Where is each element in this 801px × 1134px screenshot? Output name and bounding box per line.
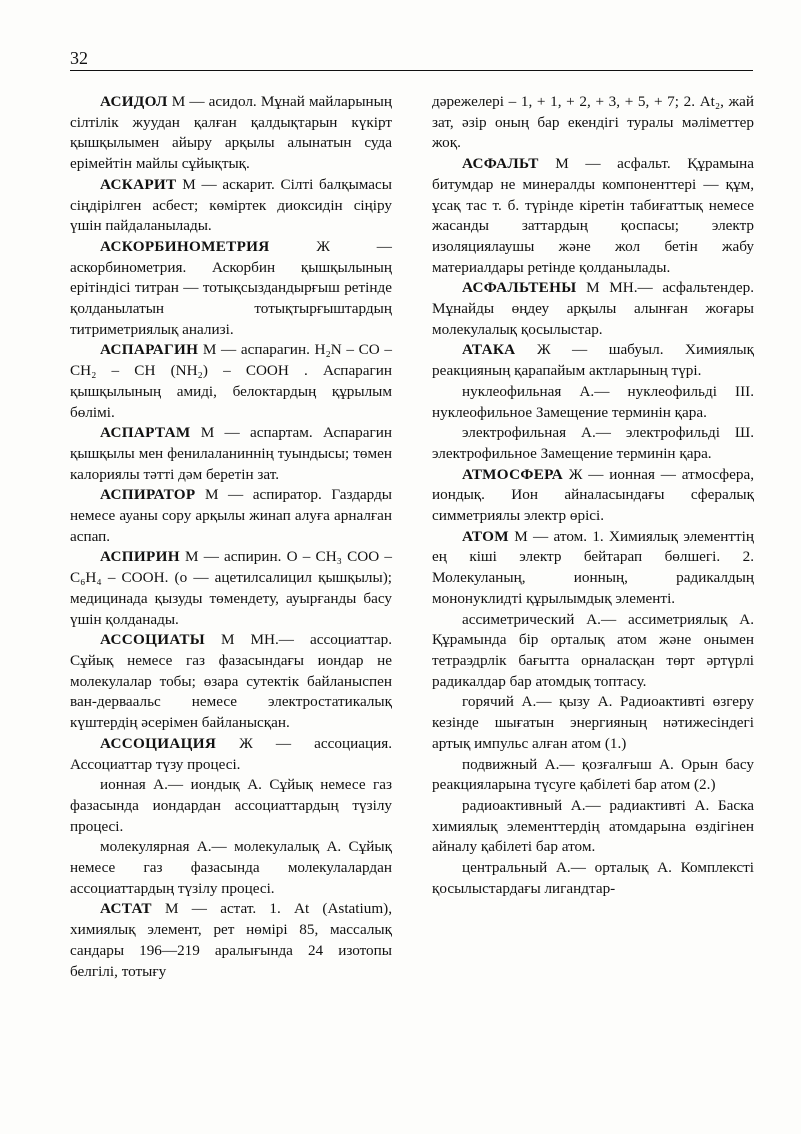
entry-definition: дәрежелері – 1, + 1, + 2, + 3, + 5, + 7; 2. At₂, жай зат, әзір оның бар екендігі туралы мәліметтер жоқ. (432, 93, 754, 152)
dictionary-subentry (432, 423, 754, 464)
entry-headword: АСФАЛЬТ (462, 155, 539, 173)
entry-definition: горячий А.— қызу А. Радиоактивті өзгеру кезінде шығатын энергияның нәтижесіндегі артық импульс алған атом (1.) (432, 693, 754, 752)
dictionary-entry (70, 340, 392, 423)
entry-definition: Ж — аскорбинометрия. Аскорбин қышқылының ерітіндісі титран — тотықсыздандырғыш ретінде қолданылатын тотықтырғыштардың титриметриялық анализі. (70, 237, 392, 338)
entry-continuation (432, 92, 754, 154)
dictionary-entry (70, 630, 392, 734)
entry-headword: АСКОРБИНОМЕТРИЯ (100, 237, 270, 255)
entry-definition: М — аспиратор. Газдарды немесе ауаны сору арқылы жинап алуға арналған аспап. (70, 486, 392, 545)
entry-headword: АСКАРИТ (100, 175, 177, 193)
entry-definition: М МН.— ассоциаттар. Сұйық немесе газ фазасындағы иондар не молекулалар тобы; өзара сутектік байланыспен ван-дерваальс немесе электростатикалық күштердің әсерімен байланысқан. (70, 631, 392, 732)
dictionary-entry (70, 485, 392, 547)
entry-headword: АСПИРАТОР (100, 486, 196, 504)
dictionary-subentry (70, 775, 392, 837)
dictionary-entry (70, 175, 392, 237)
entry-headword: АТМОСФЕРА (462, 465, 564, 483)
entry-definition: подвижный А.— қозғалғыш А. Орын басу реакцияларына түсуге қабілеті бар атом (2.) (432, 755, 754, 794)
entry-definition: М — атом. 1. Химиялық элементтің ең кіші электр бейтарап бөлшегі. 2. Молекуланың, ионның, радикалдың мононуклидті құрылымдық элементі. (432, 527, 754, 607)
entry-definition: М — аспарагин. H₂N – CO – CH₂ – CH (NH₂) – COOH . Аспарагин қышқылының амиді, белоктардың құрылым бөлімі. (70, 341, 392, 421)
entry-definition: ионная А.— иондық А. Сұйық немесе газ фазасында иондардан ассоциаттардың түзілу процесі. (70, 776, 392, 835)
entry-headword: АТОМ (462, 527, 509, 545)
dictionary-subentry (432, 796, 754, 858)
entry-definition: электрофильная А.— электрофильді Ш. электрофильное Замещение терминін қара. (432, 424, 754, 462)
entry-definition: Ж — ионная — атмосфера, иондық. Ион айналасындағы сфералық симметриялы электр өрісі. (432, 465, 754, 525)
entry-definition: М — аспартам. Аспарагин қышқылы мен фенилаланиннің туындысы; төмен калориялы тәтті дәм беретін зат. (70, 424, 392, 483)
entry-definition: М — асфальт. Құрамына битумдар не минералды компоненттері — құм, ұсақ тас т. б. түрінде кіретін табиғаттық немесе жасанды заттардың қоспасы; электр изоляциялаушы және жол бетін жабу материалдары ретінде қолданылады. (432, 155, 754, 276)
dictionary-entry (70, 92, 392, 175)
dictionary-subentry (432, 858, 754, 899)
dictionary-subentry (70, 837, 392, 899)
header-rule (70, 70, 753, 71)
dictionary-entry (432, 154, 754, 278)
entry-definition: центральный А.— орталық А. Комплексті қосылыстардағы лигандтар- (432, 859, 754, 897)
entry-headword: АССОЦИАЦИЯ (100, 734, 217, 752)
entry-definition: М — асидол. Мұнай майларының сілтілік жуудан қалған қалдықтарын күкірт қышқылымен айыру арқылы алынатын суда ерімейтін майлы сұйықтық. (70, 93, 392, 173)
entry-headword: АТАКА (462, 341, 516, 359)
dictionary-entry (432, 278, 754, 340)
entry-definition: М МН.— асфальтендер. Мұнайды өңдеу арқылы алынған жоғары молекулалық қосылыстар. (432, 279, 754, 338)
entry-definition: М — аспирин. O – CH₃ COO – C₆H₄ – COOH. (о — ацетилсалицил қышқылы); медицинада қызуды төмендету, ауырғанды басу үшін қолданады. (70, 548, 392, 628)
dictionary-subentry (432, 610, 754, 693)
entry-definition: М — аскарит. Сілті балқымасы сіңдірілген асбест; көміртек диоксидін сіңіру үшін пайдаланылады. (70, 175, 392, 235)
entry-definition: радиоактивный А.— радиактивті А. Баска химиялық элементтердің атомдарына өздігінен айналу қабілеті бар атом. (432, 796, 754, 856)
entry-headword: АССОЦИАТЫ (100, 631, 205, 649)
dictionary-entry (432, 340, 754, 381)
dictionary-subentry (432, 382, 754, 423)
left-column (70, 92, 392, 982)
entry-headword: АСПАРАГИН (100, 341, 199, 359)
dictionary-subentry (432, 755, 754, 796)
dictionary-subentry (432, 692, 754, 754)
right-column (432, 92, 754, 899)
entry-definition: М — астат. 1. At (Astatium), химиялық элемент, рет нөмірі 85, массалық сандары 196—219 аралығында 24 изотопы белгілі, тотығу (70, 900, 392, 980)
entry-definition: молекулярная А.— молекулалық А. Сұйық немесе газ фазасында молекулалардан ассоциаттардың түзілу процесі. (70, 838, 392, 897)
dictionary-entry (70, 423, 392, 485)
entry-headword: АСПАРТАМ (100, 424, 191, 442)
dictionary-entry (432, 465, 754, 527)
dictionary-entry (70, 237, 392, 341)
dictionary-entry (70, 734, 392, 775)
entry-definition: ассиметрический А.— ассиметриялық А. Құрамында бір орталық атом және онымен тетраэдрлік бағытта орналасқан төрт әртүрлі радикалдар бар атомдық топтасу. (432, 610, 754, 690)
dictionary-entry (70, 547, 392, 630)
entry-definition: Ж — ассоциация. Ассоциаттар түзу процесі. (70, 734, 392, 773)
page-number: 32 (70, 48, 88, 68)
dictionary-entry (70, 899, 392, 982)
entry-definition: нуклеофильная А.— нуклеофильді III. нуклеофильное Замещение терминін қара. (432, 382, 754, 421)
entry-headword: АСФАЛЬТЕНЫ (462, 279, 577, 297)
dictionary-entry (432, 527, 754, 610)
entry-headword: АСПИРИН (100, 548, 180, 566)
entry-headword: АСТАТ (100, 900, 152, 918)
entry-definition: Ж — шабуыл. Химиялық реакцияның қарапайым актларының түрі. (432, 341, 754, 380)
entry-headword: АСИДОЛ (100, 93, 168, 110)
